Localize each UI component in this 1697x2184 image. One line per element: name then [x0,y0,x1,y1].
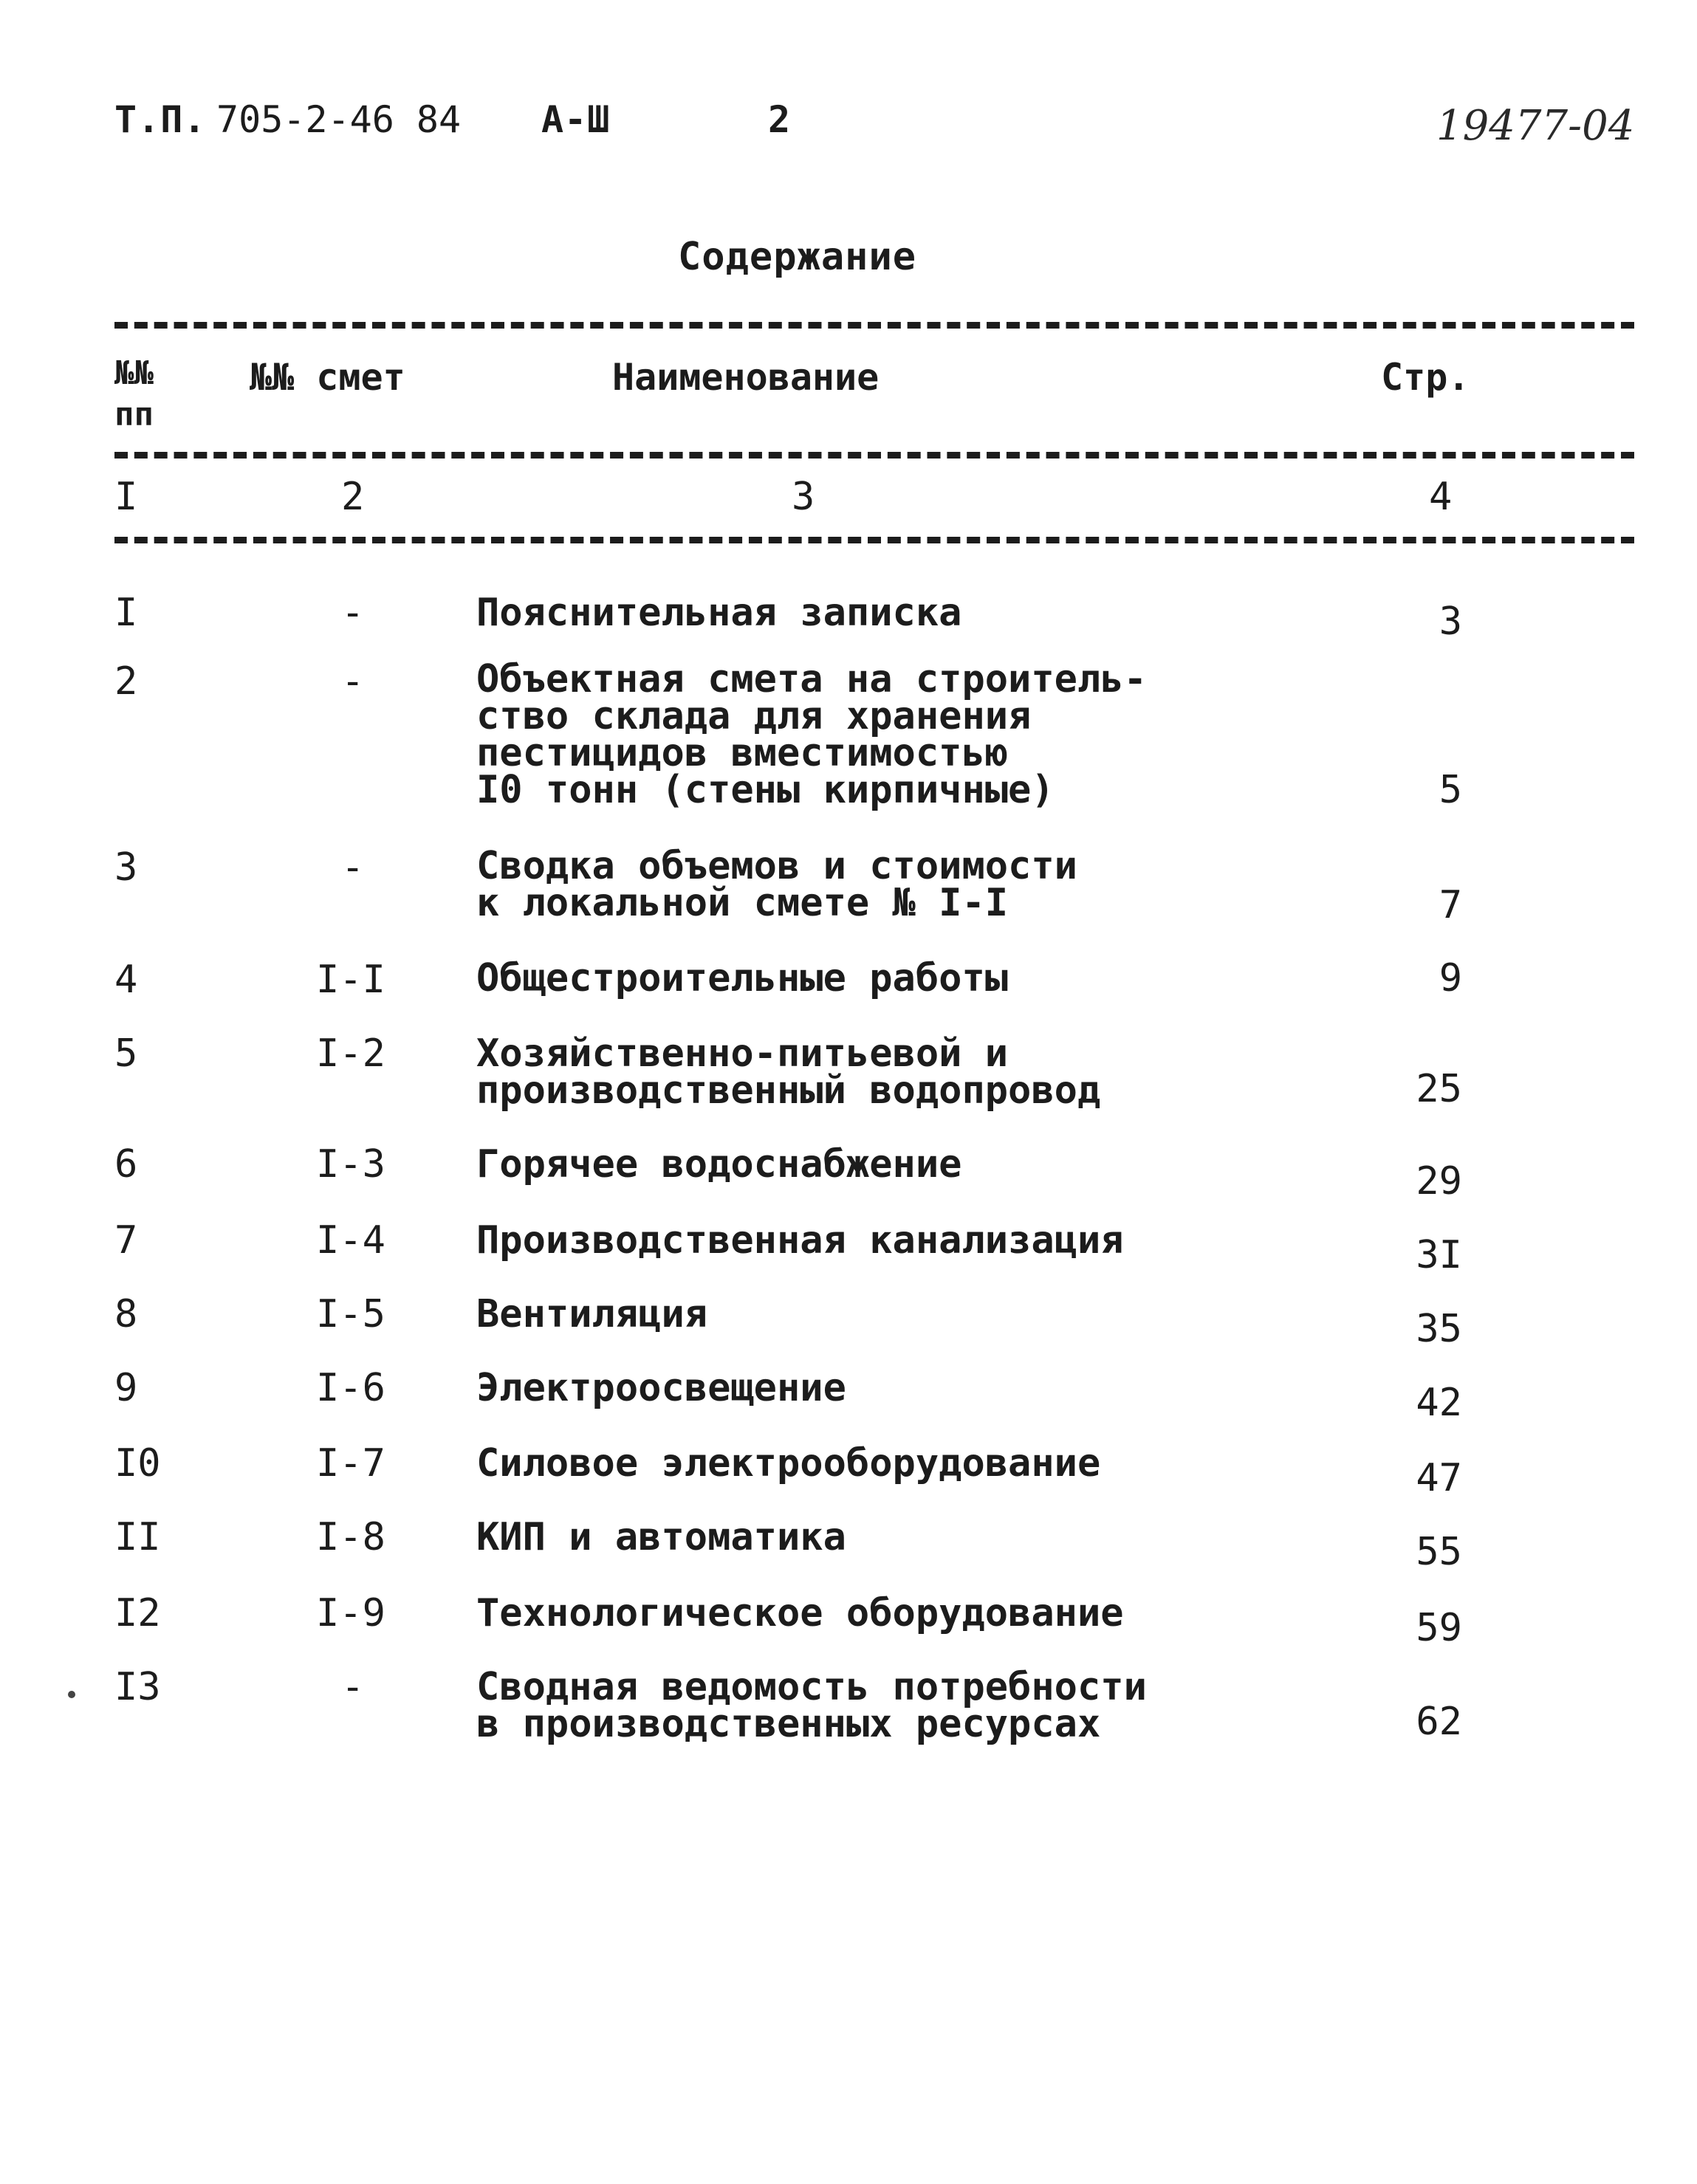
row-2-num: 2 [114,659,138,704]
column-header-num-line1: №№ [114,354,154,392]
row-1-page: 3 [1439,600,1462,644]
row-5-code: I-2 [316,1031,385,1076]
row-2-code: - [341,659,365,704]
row-3-name: Сводка объемов и стоимости к локальной смете № I-I [476,844,1077,925]
row-10-code: I-7 [316,1441,385,1486]
row-2-name: Объектная смета на строитель- ство склада для хранения пестицидов вместимостью I0 тонн (стены кирпичные) [476,657,1147,812]
row-8-name: Вентиляция [476,1292,708,1336]
row-5-num: 5 [114,1031,138,1076]
column-header-name: Наименование [612,356,880,399]
album-number: А-Ш [541,98,611,141]
row-6-num: 6 [114,1142,138,1187]
row-5-name: Хозяйственно-питьевой и производственный водопровод [476,1031,1101,1113]
row-13-page: 62 [1416,1700,1462,1744]
row-7-code: I-4 [316,1218,385,1263]
row-12-code: I-9 [316,1591,385,1635]
row-11-name: КИП и автоматика [476,1515,846,1559]
row-9-page: 42 [1416,1381,1462,1425]
column-header-num [114,353,154,436]
doc-code: 705-2-46 84 [216,98,462,141]
column-number-3: 3 [792,475,815,519]
row-6-code: I-3 [316,1142,385,1187]
row-9-num: 9 [114,1366,138,1410]
row-12-name: Технологическое оборудование [476,1591,1124,1635]
row-11-num: II [114,1515,161,1559]
row-9-name: Электроосвещение [476,1366,846,1410]
page-title: Содержание [678,235,917,279]
row-9-code: I-6 [316,1366,385,1410]
row-1-code: - [341,591,365,635]
column-header-estimate: №№ смет [250,356,405,399]
row-6-page: 29 [1416,1159,1462,1203]
row-12-num: I2 [114,1591,161,1635]
row-1-num: I [114,591,138,635]
table-top-rule [114,322,1634,329]
row-12-page: 59 [1416,1606,1462,1650]
row-7-page: 3I [1416,1233,1462,1277]
row-7-name: Производственная канализация [476,1218,1124,1263]
header-divider-rule [114,452,1634,459]
row-10-num: I0 [114,1441,161,1486]
column-header-page: Стр. [1381,356,1470,399]
row-3-page: 7 [1439,883,1462,927]
row-11-page: 55 [1416,1530,1462,1574]
header-bottom-rule [114,537,1634,543]
row-10-name: Силовое электрооборудование [476,1441,1101,1486]
stray-dot [68,1691,75,1698]
column-header-num-line2: пп [114,396,154,433]
row-8-num: 8 [114,1292,138,1336]
row-4-code: I-I [316,958,385,1002]
column-number-1: I [114,475,138,519]
column-number-4: 4 [1429,475,1453,519]
row-7-num: 7 [114,1218,138,1263]
row-1-name: Пояснительная записка [476,591,962,635]
row-5-page: 25 [1416,1067,1462,1111]
row-10-page: 47 [1416,1456,1462,1500]
row-4-num: 4 [114,958,138,1002]
row-3-code: - [341,845,365,890]
row-8-code: I-5 [316,1292,385,1336]
sheet-number: 2 [768,98,792,141]
doc-type-label: Т.П. [114,98,207,141]
row-4-name: Общестроительные работы [476,956,1009,1000]
row-13-name: Сводная ведомость потребности в производственных ресурсах [476,1665,1147,1746]
row-4-page: 9 [1439,956,1462,1000]
column-number-2: 2 [341,475,365,519]
row-8-page: 35 [1416,1307,1462,1351]
row-11-code: I-8 [316,1515,385,1559]
handwritten-inventory-number: 19477-04 [1436,102,1635,150]
row-3-num: 3 [114,845,138,890]
row-13-code: - [341,1665,365,1709]
row-6-name: Горячее водоснабжение [476,1142,962,1187]
row-13-num: I3 [114,1665,161,1709]
row-2-page: 5 [1439,768,1462,812]
